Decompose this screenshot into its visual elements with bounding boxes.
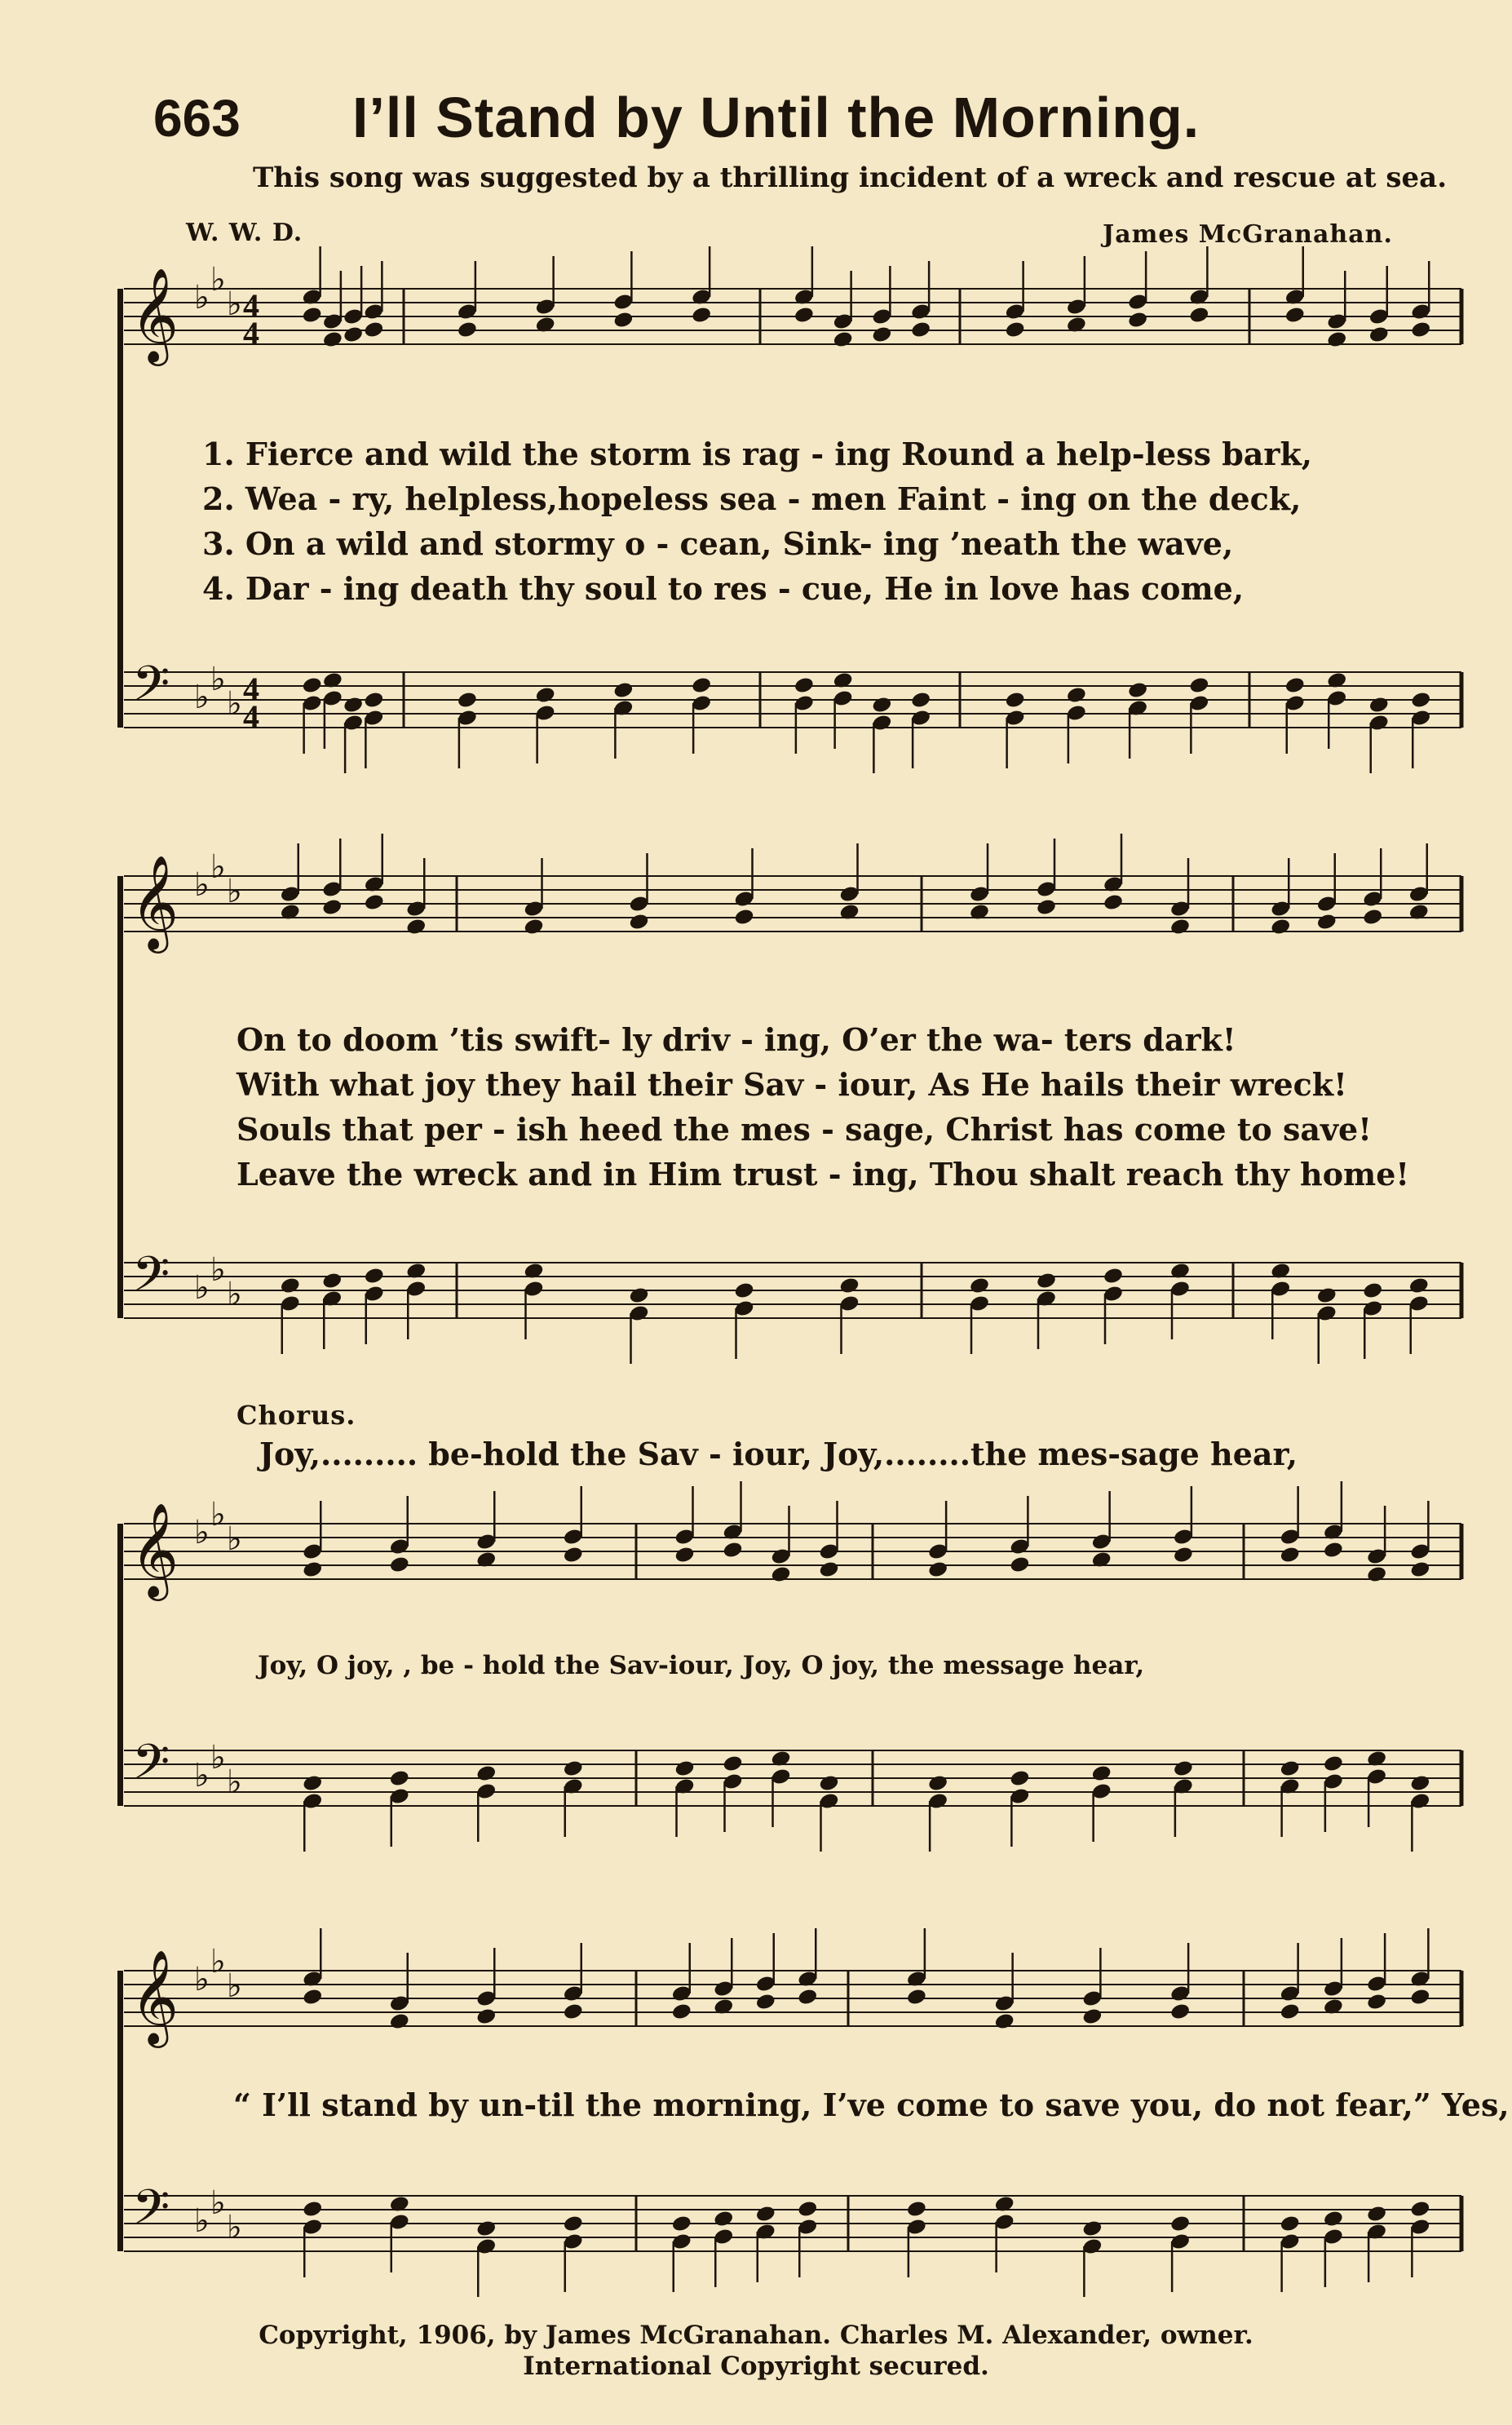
note-head (927, 1560, 948, 1579)
flat-sign: ♭ (194, 1757, 210, 1794)
treble-clef: 𝄞 (130, 1949, 179, 2044)
flat-sign: ♭ (194, 1961, 210, 1998)
note-head (1410, 321, 1431, 339)
note-head (1316, 1286, 1337, 1305)
note-head (1103, 893, 1124, 912)
note-head (1005, 691, 1026, 710)
note-head (1036, 1272, 1057, 1290)
note-head (343, 696, 364, 715)
note-head (363, 321, 384, 339)
note-head (691, 306, 712, 325)
note-head (733, 1281, 754, 1300)
flat-sign: ♭ (227, 1967, 242, 2005)
note-head (1362, 1281, 1383, 1300)
chorus-final-text: “ I’ll stand by un-til the morning, I’ve come to save you, do not fear,” Yes, (233, 2086, 1510, 2123)
note-head (563, 1759, 584, 1778)
treble-clef: 𝄞 (130, 854, 179, 949)
verse-1-line-1: 1. Fierce and wild the storm is rag - ing Round a help-less bark, (202, 436, 1313, 472)
note-head (722, 1755, 743, 1773)
note-head (797, 1988, 818, 2007)
note-head (563, 2215, 584, 2233)
flat-sign: ♭ (194, 866, 210, 904)
note-head (1409, 1988, 1430, 2007)
verse-2-line-1: 2. Wea - ry, helpless,hopeless sea - men Faint - ing on the deck, (202, 480, 1302, 517)
note-head (628, 913, 649, 932)
time-signature: 4 (243, 698, 259, 735)
bass-clef: 𝄢 (132, 655, 170, 724)
note-head (302, 1774, 323, 1793)
flat-sign: ♭ (194, 1269, 210, 1307)
flat-sign: ♭ (210, 1739, 226, 1777)
note-head (910, 691, 931, 710)
verse-1-line-2: On to doom ’tis swift- ly driv - ing, O’er the wa- ters dark! (237, 1021, 1236, 1058)
hymn-number: 663 (153, 89, 241, 148)
flat-sign: ♭ (227, 1520, 242, 1558)
note-head (871, 325, 892, 344)
flat-sign: ♭ (210, 2184, 226, 2222)
note-head (535, 686, 556, 705)
verse-4-line-2: Leave the wreck and in Him trust - ing, Thou shalt reach thy home! (237, 1156, 1410, 1193)
note-head (1169, 2215, 1191, 2233)
flat-sign: ♭ (194, 679, 210, 716)
note-head (628, 1286, 649, 1305)
note-head (1408, 1277, 1430, 1295)
note-head (1081, 2219, 1103, 2238)
note-head (364, 1267, 385, 1286)
note-head (1103, 1267, 1124, 1286)
note-head (1316, 913, 1337, 932)
note-head (927, 1774, 948, 1793)
note-head (457, 321, 478, 339)
note-head (1009, 1769, 1030, 1788)
note-head (1280, 2215, 1301, 2233)
note-head (1366, 1565, 1387, 1584)
note-head (1280, 2002, 1301, 2021)
note-head (389, 2012, 410, 2031)
note-head (302, 2200, 323, 2219)
note-head (1366, 1993, 1387, 2011)
note-head (563, 1546, 584, 1564)
note-head (1409, 1774, 1430, 1793)
note-head (343, 325, 364, 344)
note-head (1284, 676, 1306, 695)
note-head (1409, 1560, 1430, 1579)
note-head (302, 1988, 323, 2007)
time-signature: 4 (243, 287, 259, 324)
note-head (1326, 330, 1347, 349)
flat-sign: ♭ (210, 661, 226, 698)
chorus-bass-text: Joy, O joy, , be - hold the Sav-iour, Joy, O joy, the message hear, (258, 1651, 1145, 1680)
note-head (722, 1541, 743, 1560)
hymn-subtitle: This song was suggested by a thrilling incident of a wreck and rescue at sea. (253, 162, 1448, 194)
note-head (405, 918, 427, 936)
flat-sign: ♭ (227, 285, 242, 323)
note-head (871, 696, 892, 715)
note-head (389, 1555, 410, 1574)
flat-sign: ♭ (194, 279, 210, 316)
note-head (1173, 1546, 1194, 1564)
note-head (794, 306, 815, 325)
note-head (733, 908, 754, 927)
hymn-title: I’ll Stand by Until the Morning. (352, 86, 1200, 149)
flat-sign: ♭ (227, 873, 242, 910)
note-head (1188, 676, 1209, 695)
note-head (364, 893, 385, 912)
flat-sign: ♭ (210, 1251, 226, 1289)
bass-clef: 𝄢 (132, 2179, 170, 2247)
composer-credit: James McGranahan. (1103, 220, 1393, 249)
note-head (1323, 2210, 1344, 2228)
lyricist-credit: W. W. D. (186, 219, 303, 247)
note-head (321, 1272, 343, 1290)
note-head (906, 2200, 927, 2219)
note-head (671, 2215, 692, 2233)
note-head (797, 2200, 818, 2219)
note-head (1410, 691, 1431, 710)
flat-sign: ♭ (227, 1276, 242, 1313)
note-head (906, 1988, 927, 2007)
note-head (1368, 325, 1390, 344)
note-head (1127, 311, 1148, 330)
note-head (969, 1277, 990, 1295)
copyright-line-1: Copyright, 1906, by James McGranahan. Charles M. Alexander, owner. (259, 2321, 1253, 2350)
note-head (691, 676, 712, 695)
bass-clef: 𝄢 (132, 1733, 170, 1802)
note-head (363, 691, 384, 710)
copyright-line-2: International Copyright secured. (523, 2352, 989, 2381)
note-head (302, 1560, 323, 1579)
bass-clef: 𝄢 (132, 1246, 170, 1314)
note-head (674, 1759, 695, 1778)
verse-3-line-1: 3. On a wild and stormy o - cean, Sink- ing ’neath the wave, (202, 525, 1234, 562)
note-head (475, 2219, 497, 2238)
note-head (1169, 918, 1191, 936)
flat-sign: ♭ (210, 1943, 226, 1980)
note-head (818, 1560, 839, 1579)
note-head (302, 676, 323, 695)
note-head (1127, 681, 1148, 700)
flat-sign: ♭ (210, 261, 226, 299)
note-head (321, 898, 343, 917)
chorus-treble-text: Joy,......... be-hold the Sav - iour, Joy,........the mes-sage hear, (259, 1436, 1298, 1472)
note-head (1362, 908, 1383, 927)
note-head (475, 2007, 497, 2026)
note-head (1009, 1555, 1030, 1574)
note-head (457, 691, 478, 710)
note-head (1173, 1759, 1194, 1778)
chorus-label: Chorus. (237, 1400, 356, 1431)
note-head (1005, 321, 1026, 339)
note-head (1169, 2002, 1191, 2021)
note-head (794, 676, 815, 695)
verse-3-line-2: Souls that per - ish heed the mes - sage, Christ has come to save! (237, 1111, 1372, 1148)
note-head (674, 1546, 695, 1564)
note-head (523, 918, 544, 936)
note-head (1066, 686, 1087, 705)
flat-sign: ♭ (194, 2202, 210, 2240)
note-head (1323, 1755, 1344, 1773)
note-head (475, 1764, 497, 1783)
flat-sign: ♭ (227, 1763, 242, 1801)
treble-clef: 𝄞 (130, 267, 179, 362)
note-head (1270, 918, 1291, 936)
time-signature: 4 (243, 315, 259, 352)
note-head (1409, 2200, 1430, 2219)
verse-2-line-2: With what joy they hail their Sav - iour, As He hails their wreck! (237, 1066, 1347, 1103)
note-head (818, 1774, 839, 1793)
note-head (671, 2002, 692, 2021)
note-head (1036, 898, 1057, 917)
note-head (1366, 2205, 1387, 2224)
note-head (1368, 696, 1390, 715)
time-signature: 4 (243, 670, 259, 707)
system-bracket (117, 1524, 123, 1806)
note-head (755, 2205, 776, 2224)
note-head (1081, 2007, 1103, 2026)
note-head (612, 681, 634, 700)
treble-clef: 𝄞 (130, 1502, 179, 1597)
note-head (1284, 306, 1306, 325)
note-head (389, 1769, 410, 1788)
note-head (1091, 1764, 1112, 1783)
note-head (1188, 306, 1209, 325)
verse-4-line-1: 4. Dar - ing death thy soul to res - cue, He in love has come, (202, 570, 1245, 607)
system-bracket (117, 289, 123, 728)
flat-sign: ♭ (227, 2209, 242, 2246)
note-head (838, 1277, 860, 1295)
note-head (994, 2012, 1015, 2031)
note-head (910, 321, 931, 339)
note-head (1280, 1546, 1301, 1564)
note-head (322, 330, 343, 349)
note-head (280, 1277, 301, 1295)
flat-sign: ♭ (227, 685, 242, 723)
note-head (833, 330, 854, 349)
note-head (612, 311, 634, 330)
flat-sign: ♭ (210, 1496, 226, 1533)
note-head (755, 1993, 776, 2011)
flat-sign: ♭ (194, 1514, 210, 1551)
flat-sign: ♭ (210, 848, 226, 886)
note-head (1280, 1759, 1301, 1778)
system-bracket (117, 1971, 123, 2251)
note-head (770, 1565, 791, 1584)
note-head (713, 2210, 734, 2228)
note-head (1323, 1541, 1344, 1560)
note-head (302, 306, 323, 325)
system-bracket (117, 876, 123, 1318)
note-head (563, 2002, 584, 2021)
